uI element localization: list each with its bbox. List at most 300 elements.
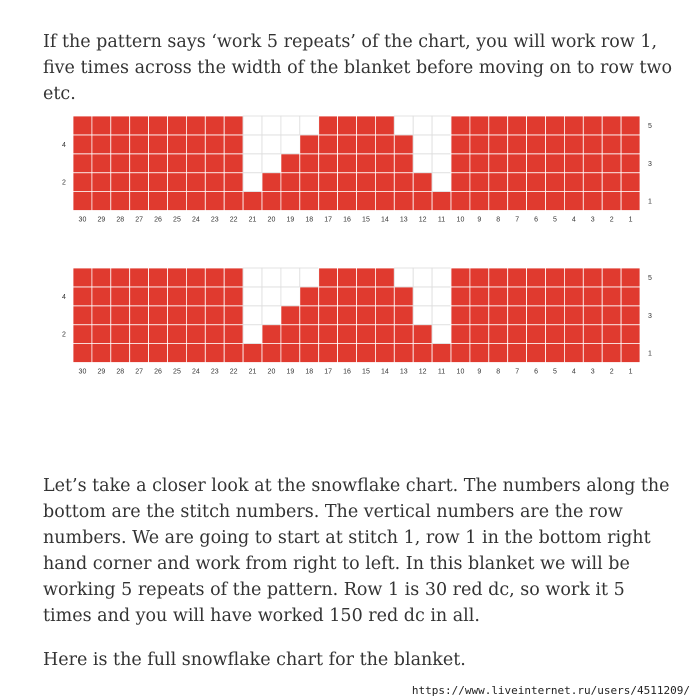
chart-cell-filled (92, 268, 111, 287)
chart-cell-filled (546, 325, 565, 344)
chart-cell-filled (357, 325, 376, 344)
chart-cell-filled (451, 306, 470, 325)
chart-cell-empty (432, 135, 451, 154)
chart-cell-filled (300, 192, 319, 211)
chart-cell-empty (281, 287, 300, 306)
chart-cell-filled (319, 306, 338, 325)
chart-cell-filled (168, 268, 187, 287)
chart-cell-filled (413, 344, 432, 363)
chart-cell-filled (583, 173, 602, 192)
chart-cell-filled (470, 306, 489, 325)
chart-cell-filled (564, 116, 583, 135)
chart-cell-filled (489, 154, 508, 173)
chart-cell-filled (149, 287, 168, 306)
stitch-number-label: 9 (477, 216, 482, 224)
chart-cell-filled (357, 344, 376, 363)
chart-cell-empty (262, 306, 281, 325)
chart-cell-empty (413, 116, 432, 135)
stitch-number-label: 12 (418, 368, 427, 376)
chart-cell-empty (432, 325, 451, 344)
stitch-number-label: 21 (248, 368, 257, 376)
chart-cell-filled (186, 306, 205, 325)
chart-cell-filled (413, 192, 432, 211)
chart-cell-empty (243, 325, 262, 344)
chart-cell-filled (149, 325, 168, 344)
chart-cell-filled (394, 192, 413, 211)
chart-cell-empty (413, 154, 432, 173)
stitch-number-label: 24 (191, 368, 200, 376)
chart-cell-filled (621, 154, 640, 173)
snowflake-chart-2 (60, 266, 660, 376)
chart-cell-filled (319, 344, 338, 363)
chart-cell-filled (186, 135, 205, 154)
chart-cell-filled (357, 268, 376, 287)
chart-cell-filled (583, 268, 602, 287)
chart-cell-filled (621, 268, 640, 287)
chart-cell-filled (92, 344, 111, 363)
chart-cell-filled (338, 116, 357, 135)
stitch-number-label: 21 (248, 216, 257, 224)
chart-cell-filled (527, 116, 546, 135)
chart-cell-filled (300, 154, 319, 173)
chart-cell-filled (621, 287, 640, 306)
stitch-number-label: 12 (418, 216, 427, 224)
row-number-label-right: 5 (648, 122, 652, 130)
snowflake-chart-1 (60, 114, 660, 224)
stitch-number-label: 3 (590, 368, 595, 376)
stitch-number-label: 9 (477, 368, 482, 376)
chart-cell-filled (168, 325, 187, 344)
chart-cell-filled (375, 173, 394, 192)
chart-cell-filled (73, 325, 92, 344)
chart-cell-empty (243, 306, 262, 325)
chart-cell-filled (130, 306, 149, 325)
chart-cell-filled (508, 268, 527, 287)
stitch-number-label: 19 (286, 216, 295, 224)
chart-cell-empty (262, 135, 281, 154)
chart-cell-filled (602, 306, 621, 325)
chart-cell-filled (73, 116, 92, 135)
stitch-number-label: 6 (534, 368, 539, 376)
chart-cell-filled (451, 173, 470, 192)
chart-cell-filled (319, 116, 338, 135)
chart-cell-filled (394, 287, 413, 306)
chart-cell-filled (451, 344, 470, 363)
chart-cell-filled (546, 173, 565, 192)
stitch-number-label: 20 (267, 368, 276, 376)
stitch-number-label: 16 (343, 368, 351, 376)
chart-cell-filled (602, 154, 621, 173)
chart-cell-filled (281, 325, 300, 344)
chart-cell-filled (281, 154, 300, 173)
chart-cell-filled (281, 173, 300, 192)
chart-cell-filled (338, 287, 357, 306)
chart-cell-filled (224, 306, 243, 325)
stitch-number-label: 18 (305, 216, 314, 224)
chart-cell-filled (186, 287, 205, 306)
chart-cell-filled (602, 135, 621, 154)
chart-cell-filled (73, 344, 92, 363)
chart-cell-filled (357, 135, 376, 154)
chart-cell-filled (319, 192, 338, 211)
intro-paragraph: If the pattern says ‘work 5 repeats’ of the chart, you will work row 1, five times across the width of the blanket before moving on to row two etc. (43, 32, 672, 104)
stitch-number-label: 23 (210, 216, 219, 224)
chart-cell-filled (583, 306, 602, 325)
chart-cell-filled (527, 268, 546, 287)
chart-cell-filled (546, 154, 565, 173)
chart-cell-filled (319, 154, 338, 173)
chart-cell-filled (546, 192, 565, 211)
chart-cell-empty (432, 268, 451, 287)
chart-cell-filled (602, 325, 621, 344)
chart-cell-empty (413, 135, 432, 154)
chart-cell-filled (186, 192, 205, 211)
chart-cell-filled (130, 268, 149, 287)
chart-cell-filled (508, 306, 527, 325)
chart-cell-filled (92, 306, 111, 325)
chart-cell-filled (224, 344, 243, 363)
stitch-number-label: 8 (496, 368, 501, 376)
chart-cell-filled (470, 344, 489, 363)
full-chart-intro-paragraph: Here is the full snowflake chart for the blanket. (43, 650, 466, 670)
chart-cell-filled (149, 116, 168, 135)
chart-cell-filled (564, 325, 583, 344)
chart-cell-filled (394, 325, 413, 344)
chart-cell-filled (168, 287, 187, 306)
chart-cell-filled (621, 116, 640, 135)
stitch-number-label: 1 (628, 368, 633, 376)
chart-cell-filled (149, 306, 168, 325)
chart-cell-filled (508, 325, 527, 344)
chart-cell-filled (375, 192, 394, 211)
stitch-number-label: 6 (534, 216, 539, 224)
chart-cell-filled (413, 173, 432, 192)
chart-cell-filled (319, 173, 338, 192)
chart-cell-filled (621, 344, 640, 363)
chart-cell-filled (92, 154, 111, 173)
chart-cell-filled (489, 325, 508, 344)
chart-cell-filled (186, 344, 205, 363)
chart-cell-filled (527, 154, 546, 173)
chart-cell-empty (243, 154, 262, 173)
chart-cell-filled (262, 192, 281, 211)
chart-cell-filled (527, 325, 546, 344)
chart-cell-filled (583, 154, 602, 173)
chart-cell-filled (375, 306, 394, 325)
stitch-number-label: 2 (609, 368, 614, 376)
chart-cell-filled (489, 135, 508, 154)
chart-cell-filled (432, 344, 451, 363)
stitch-number-label: 25 (173, 368, 181, 376)
row-number-label-right: 3 (648, 312, 652, 320)
chart-cell-filled (130, 173, 149, 192)
stitch-number-label: 19 (286, 368, 295, 376)
row-number-label-right: 5 (648, 274, 652, 282)
stitch-number-label: 17 (324, 216, 333, 224)
chart-cell-filled (546, 116, 565, 135)
chart-cell-filled (205, 306, 224, 325)
stitch-number-label: 28 (116, 216, 125, 224)
chart-cell-filled (375, 325, 394, 344)
chart-cell-filled (205, 268, 224, 287)
stitch-number-label: 7 (515, 216, 520, 224)
chart-cell-filled (186, 325, 205, 344)
chart-cell-empty (432, 306, 451, 325)
chart-cell-filled (92, 287, 111, 306)
chart-cell-empty (432, 116, 451, 135)
chart-cell-filled (111, 287, 130, 306)
chart-cell-filled (224, 135, 243, 154)
chart-cell-filled (205, 135, 224, 154)
stitch-number-label: 17 (324, 368, 333, 376)
chart-cell-filled (470, 154, 489, 173)
stitch-number-label: 26 (154, 368, 162, 376)
chart-cell-filled (186, 154, 205, 173)
chart-cell-filled (470, 135, 489, 154)
chart-cell-filled (602, 287, 621, 306)
chart-cell-filled (527, 306, 546, 325)
chart-cell-filled (527, 287, 546, 306)
chart-cell-filled (224, 154, 243, 173)
stitch-number-label: 14 (380, 216, 389, 224)
chart-cell-filled (564, 268, 583, 287)
row-number-label-left: 2 (62, 331, 66, 339)
chart-cell-filled (470, 173, 489, 192)
chart-cell-filled (92, 173, 111, 192)
chart-cell-filled (583, 192, 602, 211)
chart-cell-filled (451, 325, 470, 344)
chart-cell-filled (546, 306, 565, 325)
stitch-number-label: 4 (571, 368, 576, 376)
chart-cell-filled (451, 154, 470, 173)
chart-cell-filled (319, 268, 338, 287)
chart-cell-empty (394, 268, 413, 287)
chart-cell-filled (451, 116, 470, 135)
chart-cell-filled (92, 192, 111, 211)
chart-cell-filled (564, 344, 583, 363)
stitch-number-label: 26 (154, 216, 162, 224)
chart-cell-filled (224, 287, 243, 306)
chart-cell-filled (489, 173, 508, 192)
chart-cell-filled (205, 154, 224, 173)
chart-cell-filled (205, 116, 224, 135)
chart-cell-empty (262, 154, 281, 173)
chart-cell-filled (394, 154, 413, 173)
chart-cell-filled (602, 173, 621, 192)
chart-cell-empty (432, 287, 451, 306)
chart-cell-filled (92, 135, 111, 154)
chart-cell-filled (602, 192, 621, 211)
chart-cell-filled (300, 344, 319, 363)
chart-cell-filled (111, 268, 130, 287)
chart-cell-filled (186, 116, 205, 135)
chart-cell-filled (621, 306, 640, 325)
chart-cell-filled (243, 192, 262, 211)
chart-cell-filled (224, 116, 243, 135)
chart-cell-empty (243, 135, 262, 154)
chart-cell-filled (205, 344, 224, 363)
chart-cell-filled (338, 135, 357, 154)
chart-cell-filled (451, 192, 470, 211)
row-number-label-right: 1 (648, 350, 652, 358)
stitch-number-label: 1 (628, 216, 633, 224)
chart-cell-filled (602, 116, 621, 135)
chart-cell-filled (489, 287, 508, 306)
chart-cell-empty (413, 287, 432, 306)
chart-cell-filled (281, 344, 300, 363)
chart-cell-filled (527, 173, 546, 192)
chart-cell-filled (319, 135, 338, 154)
chart-cell-filled (73, 287, 92, 306)
stitch-number-label: 13 (399, 368, 408, 376)
chart-cell-filled (149, 344, 168, 363)
stitch-number-label: 10 (456, 216, 465, 224)
chart-cell-empty (281, 268, 300, 287)
chart-cell-filled (375, 344, 394, 363)
chart-cell-empty (262, 287, 281, 306)
chart-cell-filled (546, 287, 565, 306)
chart-cell-filled (564, 192, 583, 211)
stitch-number-label: 29 (97, 368, 106, 376)
chart-cell-filled (394, 173, 413, 192)
chart-cell-empty (300, 268, 319, 287)
chart-cell-filled (470, 116, 489, 135)
chart-cell-filled (168, 344, 187, 363)
chart-cell-filled (73, 306, 92, 325)
chart-cell-filled (508, 344, 527, 363)
chart-cell-filled (489, 268, 508, 287)
stitch-number-label: 25 (173, 216, 181, 224)
chart-cell-filled (564, 173, 583, 192)
stitch-number-label: 2 (609, 216, 614, 224)
chart-cell-filled (111, 325, 130, 344)
chart-cell-filled (583, 344, 602, 363)
stitch-number-label: 22 (229, 368, 238, 376)
chart-cell-filled (508, 154, 527, 173)
row-number-label-right: 1 (648, 198, 652, 206)
chart-cell-filled (338, 173, 357, 192)
chart-cell-filled (527, 344, 546, 363)
chart-cell-filled (111, 135, 130, 154)
chart-cell-empty (413, 268, 432, 287)
stitch-number-label: 22 (229, 216, 238, 224)
chart-cell-filled (205, 325, 224, 344)
chart-cell-filled (394, 135, 413, 154)
row-number-label-right: 3 (648, 160, 652, 168)
chart-cell-filled (357, 116, 376, 135)
chart-cell-filled (602, 268, 621, 287)
chart-cell-filled (375, 287, 394, 306)
chart-cell-filled (130, 192, 149, 211)
chart-cell-filled (186, 173, 205, 192)
chart-cell-filled (149, 192, 168, 211)
chart-cell-filled (149, 268, 168, 287)
chart-cell-filled (111, 192, 130, 211)
chart-cell-filled (508, 173, 527, 192)
chart-cell-filled (319, 287, 338, 306)
chart-cell-filled (375, 116, 394, 135)
chart-cell-filled (583, 135, 602, 154)
chart-cell-filled (205, 173, 224, 192)
chart-cell-filled (73, 192, 92, 211)
stitch-number-label: 27 (135, 368, 144, 376)
chart-cell-filled (470, 325, 489, 344)
row-number-label-left: 4 (62, 293, 66, 301)
stitch-number-label: 13 (399, 216, 408, 224)
chart-cell-empty (243, 268, 262, 287)
chart-cell-filled (489, 192, 508, 211)
chart-cell-filled (583, 287, 602, 306)
chart-cell-filled (432, 192, 451, 211)
chart-cell-empty (281, 116, 300, 135)
chart-cell-filled (300, 135, 319, 154)
chart-cell-filled (621, 325, 640, 344)
chart-cell-empty (243, 287, 262, 306)
chart-cell-filled (621, 135, 640, 154)
chart-cell-filled (564, 154, 583, 173)
chart-cell-filled (262, 173, 281, 192)
chart-cell-filled (130, 344, 149, 363)
chart-cell-filled (489, 116, 508, 135)
chart-cell-filled (527, 192, 546, 211)
chart-cell-filled (111, 344, 130, 363)
stitch-number-label: 14 (380, 368, 389, 376)
stitch-number-label: 29 (97, 216, 106, 224)
stitch-number-label: 4 (571, 216, 576, 224)
chart-cell-filled (508, 287, 527, 306)
chart-cell-filled (130, 287, 149, 306)
chart-cell-empty (262, 116, 281, 135)
chart-cell-filled (73, 135, 92, 154)
chart-cell-filled (300, 173, 319, 192)
chart-cell-filled (224, 192, 243, 211)
chart-cell-empty (262, 268, 281, 287)
stitch-number-label: 30 (78, 368, 87, 376)
chart-cell-filled (508, 116, 527, 135)
chart-cell-filled (394, 344, 413, 363)
chart-cell-filled (186, 268, 205, 287)
stitch-number-label: 7 (515, 368, 520, 376)
chart-cell-filled (602, 344, 621, 363)
chart-cell-filled (130, 116, 149, 135)
stitch-number-label: 20 (267, 216, 276, 224)
chart-cell-filled (111, 306, 130, 325)
source-watermark: https://www.liveinternet.ru/users/4511209/ (411, 684, 690, 697)
chart-cell-empty (432, 173, 451, 192)
chart-cell-empty (300, 116, 319, 135)
chart-cell-filled (130, 154, 149, 173)
chart-cell-filled (451, 135, 470, 154)
chart-cell-filled (413, 325, 432, 344)
chart-cell-filled (357, 173, 376, 192)
chart-cell-filled (375, 135, 394, 154)
chart-cell-filled (205, 192, 224, 211)
chart-cell-empty (281, 135, 300, 154)
chart-cell-filled (168, 192, 187, 211)
chart-cell-filled (621, 173, 640, 192)
chart-cell-filled (149, 135, 168, 154)
stitch-number-label: 3 (590, 216, 595, 224)
chart-cell-filled (281, 192, 300, 211)
chart-cell-filled (451, 268, 470, 287)
chart-cell-filled (243, 344, 262, 363)
chart-cell-filled (546, 344, 565, 363)
chart-cell-filled (508, 135, 527, 154)
chart-cell-filled (92, 325, 111, 344)
stitch-number-label: 28 (116, 368, 125, 376)
chart-cell-filled (564, 306, 583, 325)
chart-cell-filled (338, 192, 357, 211)
